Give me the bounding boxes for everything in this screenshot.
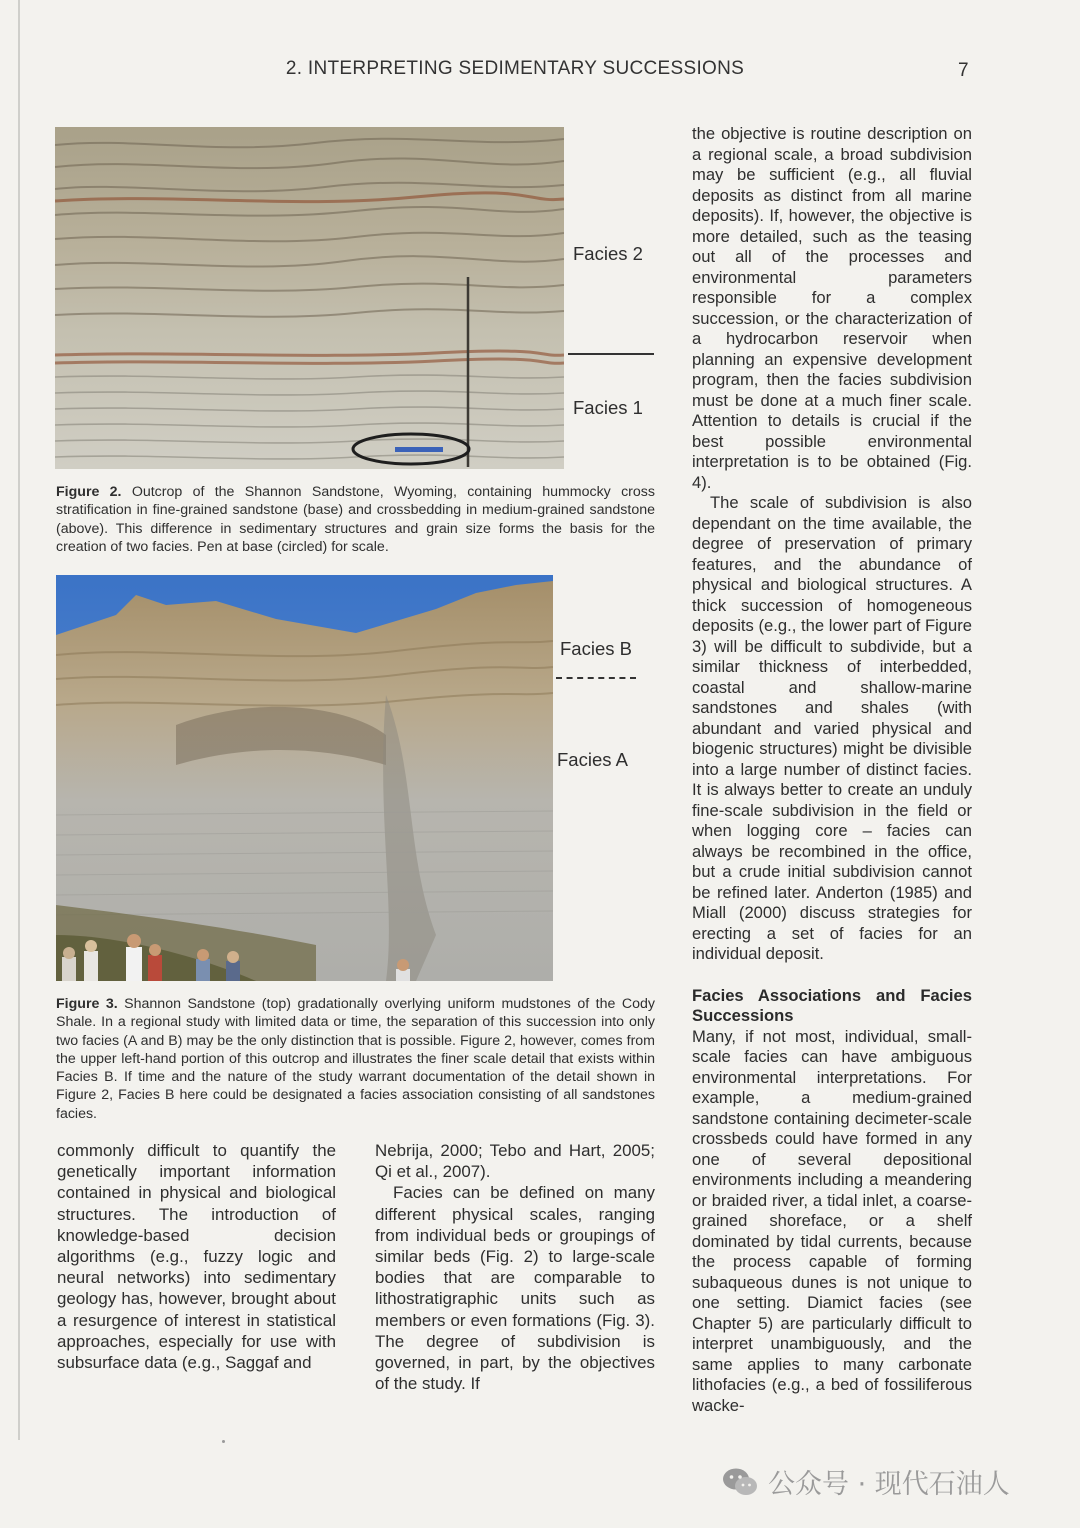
column2-paragraph-1: Nebrija, 2000; Tebo and Hart, 2005; Qi et al., 2007).: [375, 1141, 655, 1182]
figure3-caption-label: Figure 3.: [56, 996, 118, 1012]
figure3-label-facies-a: Facies A: [557, 749, 628, 770]
watermark: [722, 1462, 1010, 1501]
figure3-photo: [56, 575, 553, 981]
figure3-facies-boundary-dashed-line: [556, 677, 636, 679]
figure2-caption-label: Figure 2.: [56, 484, 122, 500]
figure2-caption-text: Outcrop of the Shannon Sandstone, Wyoming, containing hummocky cross stratification in fine-grained sandstone (base) and crossbedding in medium-grained sandstone (above). This difference in sedimentary structures and grain size forms the basis for the creation of two facies. Pen at base (circled) for scale.: [56, 484, 655, 555]
figure2-facies-boundary-line: [568, 353, 654, 355]
wechat-icon: [722, 1467, 758, 1497]
page-number: 7: [958, 60, 969, 81]
figure2-photo: [55, 127, 564, 469]
watermark-text: 公众号 · 现代石油人: [768, 1469, 1010, 1500]
figure3-caption: [56, 995, 655, 1123]
running-title: 2. INTERPRETING SEDIMENTARY SUCCESSIONS: [285, 58, 745, 79]
text-column-2: [375, 1140, 655, 1394]
figure3-caption-text: Shannon Sandstone (top) gradationally overlying uniform mudstones of the Cody Shale. In a regional study with limited data or time, the separation of this succession into only two facies (A and B) may be the only distinction that is possible. Figure 2, however, comes from the upper left-hand portion of this outcrop and illustrates the finer scale detail that exists within Facies B. If time and the nature of the study warrant documentation of the detail shown in Figure 2, Facies B here could be designated a facies association consisting of all sandstones facies.: [56, 996, 655, 1122]
scan-speck: [222, 1440, 225, 1443]
figure2-label-facies-1: Facies 1: [573, 397, 643, 418]
text-column-3: [692, 124, 972, 1416]
page-gutter-line: [18, 0, 20, 1440]
column3-paragraph-2: The scale of subdivision is also dependant on the time available, the degree of preservation of primary features, and the abundance of physical and biological structures. A thick succession of homogeneous deposits (e.g., the lower part of Figure 3) will be difficult to subdivide, but a similar thickness of interbedded, coastal and shallow-marine sandstones and shales (with abundant and varied physical and biogenic structures) might be divisible into a large number of distinct facies. It is always better to create an unduly fine-scale subdivision in the field or when logging core – facies can always be recombined in the office, but a crude initial subdivision cannot be refined later. Anderton (1985) and Miall (2000) discuss strategies for erecting a set of facies for an individual deposit.: [692, 493, 972, 963]
figure2-label-facies-2: Facies 2: [573, 243, 643, 264]
column3-paragraph-1: the objective is routine description on a regional scale, a broad subdivision may be sufficient (e.g., all fluvial deposits as distinct from all marine deposits). If, however, the objective is more detailed, such as the teasing out all of the processes and environmental parameters responsible for a complex succession, or the characterization of a hydrocarbon reservoir when planning an expensive development program, then the facies subdivision must be done at a much finer scale. Attention to details is crucial if the best possible environmental interpretation is to be obtained (Fig. 4).: [692, 124, 972, 492]
column3-paragraph-3: Many, if not most, individual, small-scale facies can have ambiguous environmental interpretations. For example, a medium-grained sandstone containing decimeter-scale crossbeds could have formed in any one of several depositional environments including a meandering or braided river, a tidal inlet, a coarse-grained shoreface, or a shelf dominated by tidal currents, because the process capable of forming subaqueous dunes is not unique to one setting. Diamict facies (see Chapter 5) are particularly difficult to interpret unambiguously, and the same applies to many carbonate lithofacies (e.g., a bed of fossiliferous wacke-: [692, 1026, 972, 1415]
section-heading-facies-associations: Facies Associations and Facies Successions: [692, 985, 972, 1025]
figure2-caption: [56, 483, 655, 556]
column1-paragraph: commonly difficult to quantify the genetically important information contained in physical and biological structures. The introduction of knowledge-based decision algorithms (e.g., fuzzy logic and neural networks) into sedimentary geology has, however, brought about a resurgence of interest in statistical approaches, especially for use with subsurface data (e.g., Saggaf and: [57, 1141, 336, 1373]
column2-paragraph-2: Facies can be defined on many different physical scales, ranging from individual beds or groupings of similar beds (Fig. 2) to large-scale bodies that are comparable to lithostratigraphic units such as members or even formations (Fig. 3). The degree of subdivision is governed, in part, by the objectives of the study. If: [375, 1183, 655, 1394]
figure3-label-facies-b: Facies B: [560, 638, 632, 659]
text-column-1: [57, 1140, 336, 1373]
